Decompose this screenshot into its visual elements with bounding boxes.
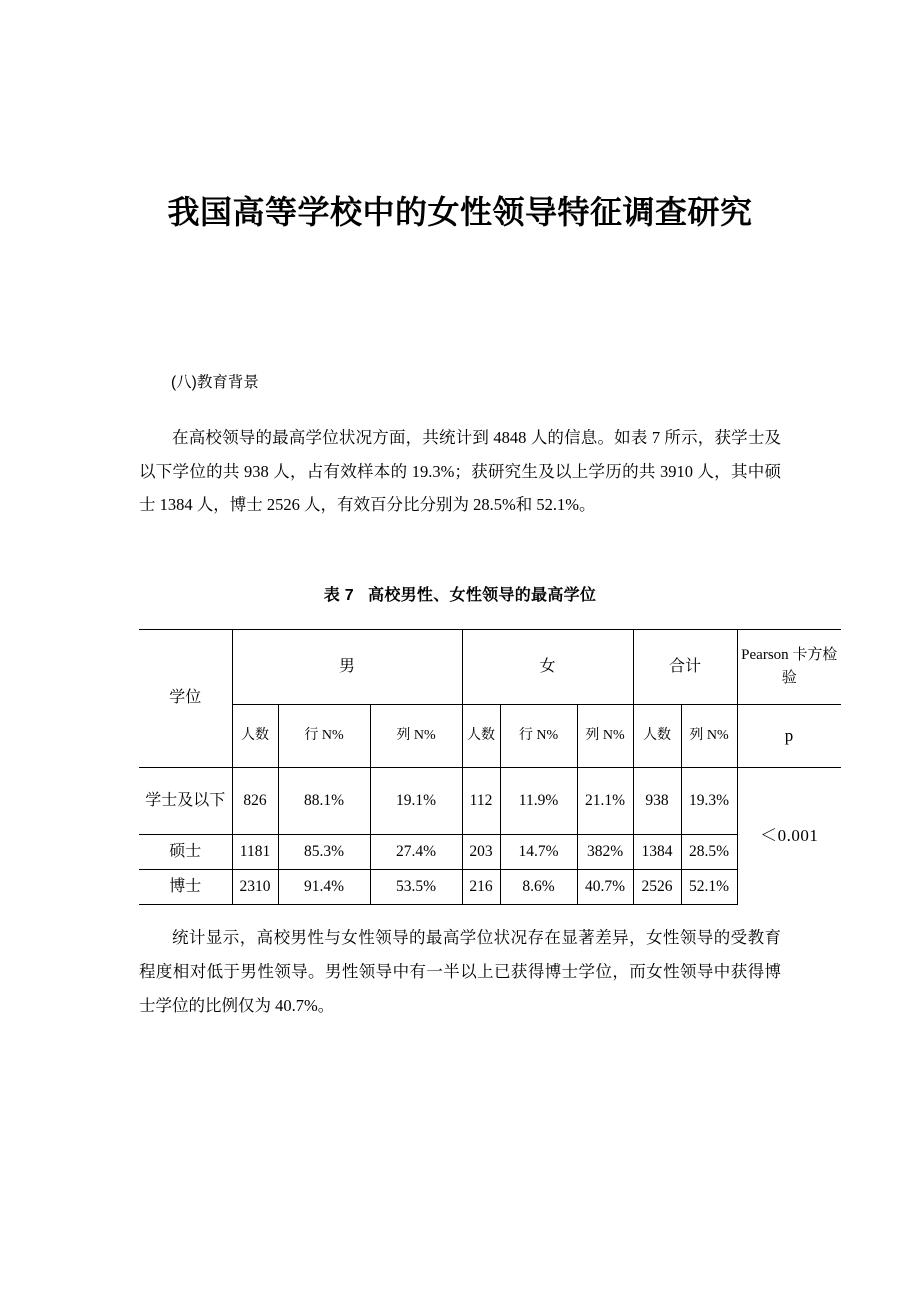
cell-male-count: 2310 bbox=[232, 870, 278, 905]
header-male-col-pct: 列 N% bbox=[370, 705, 462, 768]
cell-male-col-pct: 19.1% bbox=[370, 768, 462, 835]
header-group-female: 女 bbox=[462, 630, 633, 705]
cell-male-col-pct: 53.5% bbox=[370, 870, 462, 905]
table-header-sub-row bbox=[139, 705, 841, 768]
conclusion-paragraph: 统计显示，高校男性与女性领导的最高学位状况存在显著差异，女性领导的受教育程度相对低于男性领导。男性领导中有一半以上已获得博士学位，而女性领导中获得博士学位的比例仅为 40.7%。 bbox=[139, 928, 781, 1015]
intro-paragraph: 在高校领导的最高学位状况方面，共统计到 4848 人的信息。如表 7 所示，获学士及以下学位的共 938 人，占有效样本的 19.3%；获研究生及以上学历的共 3910 人，其中硕士 1384 人，博士 2526 人，有效百分比分别为 28.5%和 52.1%。 bbox=[139, 427, 781, 515]
header-group-pearson-test: Pearson 卡方检验 bbox=[737, 630, 841, 705]
cell-male-count: 826 bbox=[232, 768, 278, 835]
header-male-count: 人数 bbox=[232, 705, 278, 768]
header-group-total: 合计 bbox=[633, 630, 737, 705]
cell-female-col-pct: 382% bbox=[577, 835, 633, 870]
cell-p-value: ＜0.001 bbox=[760, 826, 819, 846]
table-row bbox=[139, 835, 841, 870]
row-label-bachelor-or-below: 学士及以下 bbox=[139, 768, 232, 835]
cell-female-count: 216 bbox=[462, 870, 500, 905]
cell-total-col-pct: 19.3% bbox=[681, 768, 737, 835]
cell-male-count: 1181 bbox=[232, 835, 278, 870]
header-female-col-pct: 列 N% bbox=[577, 705, 633, 768]
row-label-doctor: 博士 bbox=[139, 870, 232, 905]
cell-female-col-pct: 40.7% bbox=[577, 870, 633, 905]
cell-total-count: 1384 bbox=[633, 835, 681, 870]
cell-female-col-pct: 21.1% bbox=[577, 768, 633, 835]
cell-male-row-pct: 85.3% bbox=[278, 835, 370, 870]
table-caption bbox=[139, 522, 781, 629]
cell-female-row-pct: 14.7% bbox=[500, 835, 577, 870]
table-row bbox=[139, 870, 841, 905]
header-female-count: 人数 bbox=[462, 705, 500, 768]
cell-male-col-pct: 27.4% bbox=[370, 835, 462, 870]
header-male-row-pct: 行 N% bbox=[278, 705, 370, 768]
header-degree-label: 学位 bbox=[139, 630, 232, 768]
cell-female-row-pct: 11.9% bbox=[500, 768, 577, 835]
page-content bbox=[139, 0, 838, 1023]
cell-male-row-pct: 91.4% bbox=[278, 870, 370, 905]
cell-female-row-pct: 8.6% bbox=[500, 870, 577, 905]
table-header-group-row bbox=[139, 630, 841, 705]
cell-total-count: 2526 bbox=[633, 870, 681, 905]
cell-female-count: 203 bbox=[462, 835, 500, 870]
cell-male-row-pct: 88.1% bbox=[278, 768, 370, 835]
header-female-row-pct: 行 N% bbox=[500, 705, 577, 768]
header-group-male: 男 bbox=[232, 630, 462, 705]
page-title: 我国高等学校中的女性领导特征调查研究 bbox=[167, 194, 753, 230]
table-caption-text: 高校男性、女性领导的最高学位 bbox=[368, 587, 597, 605]
table-caption-number: 表 7 bbox=[323, 587, 355, 605]
header-p-label: p bbox=[737, 705, 841, 768]
table-row bbox=[139, 768, 841, 835]
section-heading: (八)教育背景 bbox=[171, 373, 259, 391]
degree-statistics-table bbox=[139, 629, 841, 905]
cell-total-col-pct: 28.5% bbox=[681, 835, 737, 870]
row-label-master: 硕士 bbox=[139, 835, 232, 870]
cell-female-count: 112 bbox=[462, 768, 500, 835]
cell-total-count: 938 bbox=[633, 768, 681, 835]
header-total-col-pct: 列 N% bbox=[681, 705, 737, 768]
cell-total-col-pct: 52.1% bbox=[681, 870, 737, 905]
header-total-count: 人数 bbox=[633, 705, 681, 768]
